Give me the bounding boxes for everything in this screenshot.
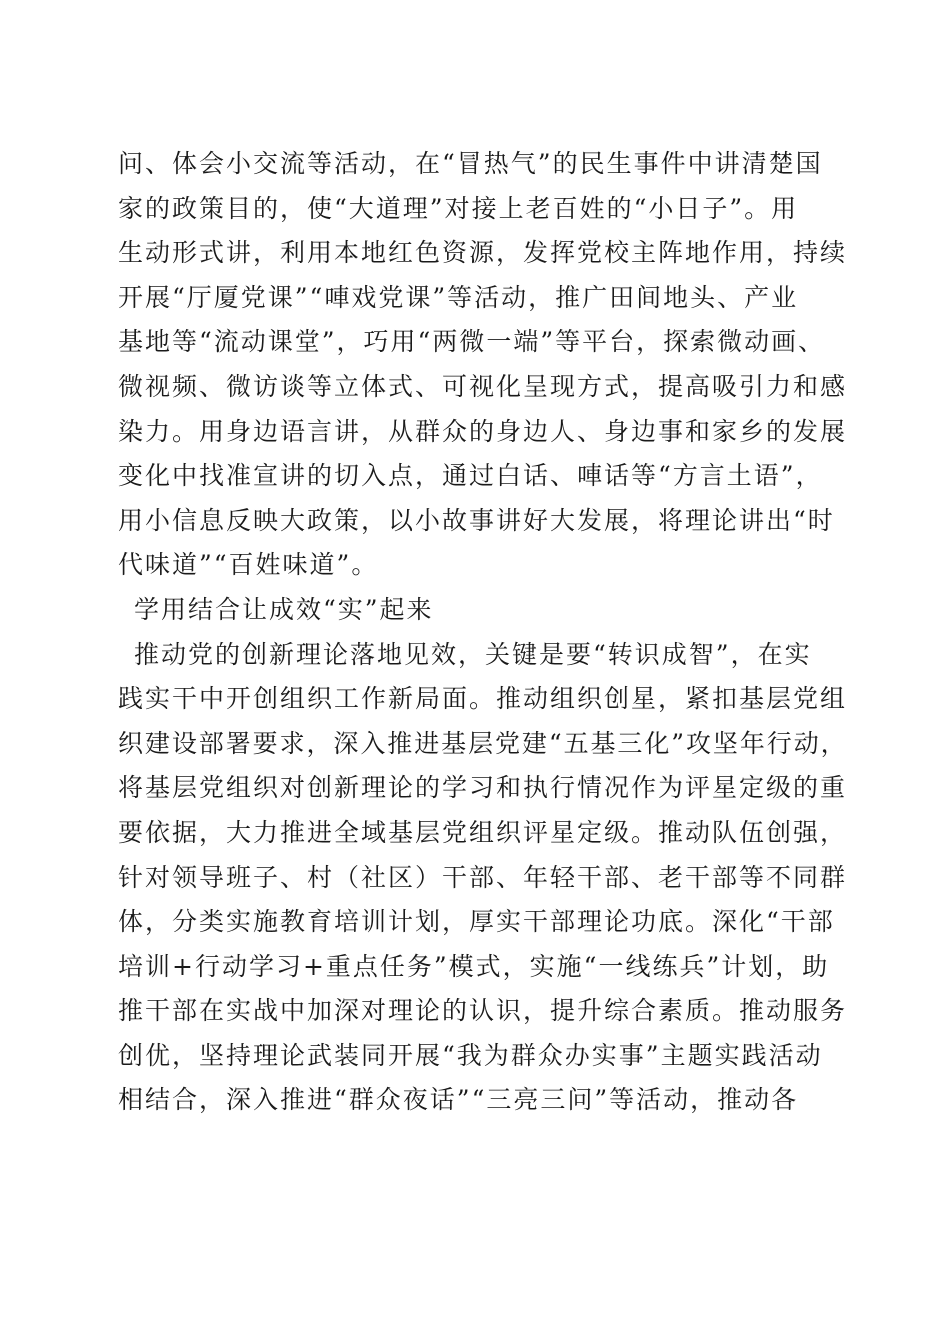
text-line: 问、体会小交流等活动，在“冒热气”的民生事件中讲清楚国: [118, 149, 823, 178]
body-text: [118, 142, 848, 1123]
text-line: 变化中找准宣讲的切入点，通过白话、唓话等“方言土语”，: [118, 461, 823, 491]
text-line: 生动形式讲，利用本地红色资源，发挥党校主阵地作用，持续: [118, 238, 848, 268]
text-line: 代味道”“百姓味道”。: [118, 550, 379, 580]
text-line: 要依据，大力推进全域基层党组织评星定级。推动队伍创强，: [118, 817, 848, 847]
text-line: 基地等“流动课堂”，巧用“两微一端”等平台，探索微动画、: [118, 327, 826, 357]
section-heading: 学用结合让成效“实”起来: [134, 594, 434, 624]
text-line: 创优，坚持理论武装同开展“我为群众办实事”主题实践活动: [118, 1040, 823, 1070]
text-line: 家的政策目的，使“大道理”对接上老百姓的“小日子”。用: [118, 193, 799, 223]
text-line: 将基层党组织对创新理论的学习和执行情况作为评星定级的重: [118, 773, 848, 803]
text-line: 体，分类实施教育培训计划，厚实干部理论功底。深化“干部: [118, 907, 835, 937]
text-line: 针对领导班子、村（社区）干部、年轻干部、老干部等不同群: [118, 862, 848, 892]
text-line: 织建设部署要求，深入推进基层党建“五基三化”攻坚年行动，: [118, 728, 848, 758]
text-line: 推动党的创新理论落地见效，关键是要“转识成智”，在实: [134, 639, 812, 669]
text-line: 培训+行动学习+重点任务”模式，实施“一线练兵”计划，助: [118, 951, 830, 981]
text-line: 践实干中开创组织工作新局面。推动组织创星，紧扣基层党组: [118, 684, 848, 714]
text-line: 相结合，深入推进“群众夜话”“三亮三问”等活动，推动各: [118, 1085, 799, 1115]
text-line: 微视频、微访谈等立体式、可视化呈现方式，提高吸引力和感: [118, 371, 848, 401]
text-line: 染力。用身边语言讲，从群众的身边人、身边事和家乡的发展: [118, 416, 848, 446]
text-line: 开展“厅厦党课”“唓戏党课”等活动，推广田间地头、产业: [118, 282, 799, 312]
text-line: 推干部在实战中加深对理论的认识，提升综合素质。推动服务: [118, 996, 848, 1026]
text-line: 用小信息反映大政策，以小故事讲好大发展，将理论讲出“时: [118, 505, 835, 535]
